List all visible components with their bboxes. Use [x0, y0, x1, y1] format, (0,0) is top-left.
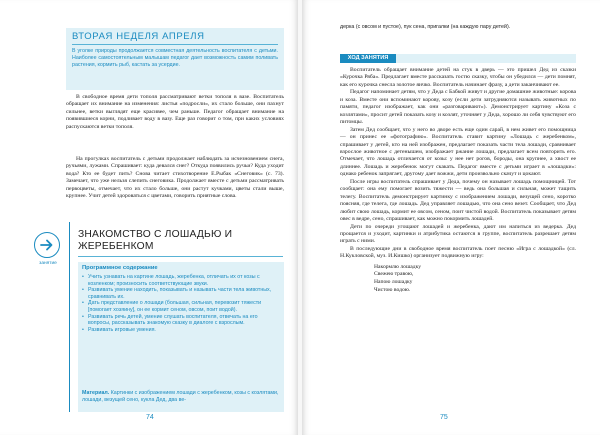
left-paragraph-1 — [66, 94, 284, 131]
material-text — [82, 390, 280, 404]
section-vertical-line — [69, 222, 70, 412]
right-body — [340, 67, 576, 294]
poem-line: Свежею травою, — [374, 271, 414, 278]
paragraph: Затем Дед сообщает, что у него во дворе есть еще один сарай, в нем живет его помощница — он принес ее «фотографию». Воспитатель ставит картину «Лошадь с жеребенком», спрашивает у детей, кто на ней изображен, предлагает показать части тела лошади, сравнивает взрослое животное с детенышем, изображает ржание лошади, предлагает всем повторить его. Отмечает, что лошадь отличается от козы: у нее нет рогов, бороды, она крупнее, а хвост ее длиннее. Лошадь и жеребенок могут скакать. Педагог вместе с детьми играет в «лошадки»: однако ребенок запрягает, другому дает вожжи, дети произвольно скачут и цокают. — [340, 126, 576, 178]
list-item: • Развивать речь детей, умение слушать воспитателя, отвечать на его вопросы, рассказывать знакомую сказку в диалоге с взрослым. — [82, 314, 280, 327]
poem — [340, 264, 576, 294]
zanyatie-label: занятие — [39, 261, 57, 266]
week-text: В уголке природы продолжается совместная деятельность воспитателя с детьми. Наиболее самостоятельным малышам педагог дает возможность самим поливать растения, кормить рыб, кастать за усердие. — [72, 48, 278, 68]
left-paragraph-2 — [66, 156, 284, 201]
paragraph: В последующие дни в свободное время воспитатель поет песню «Игра с лошадкой» (сл. Н.Кукловской, муз. И.Кишко) организует подвижную игру: — [340, 245, 576, 260]
poem-line: Чистою водою. — [374, 286, 411, 293]
page-number-left: 74 — [146, 414, 154, 421]
paragraph: Дети по очереди угощают лошадей и жеребенка, дают им напиться из ведерка. Дед прощается и уходит, картинки и атрибутика остаются в группе, воспитатель разрешает детям играть с ними. — [340, 223, 576, 245]
material-label: Материал. — [82, 390, 110, 396]
paragraph: На прогулках воспитатель с детьми продолжает наблюдать за исчезновением снега, ручьями, лужами. Спрашивает: куда девался снег? Откуда появились ручьи? Куда уходит вода? Кто ее будет пить? Снова читает стихотворение Е.Рыбак «Снеговик» (с. 73). Замечает, что уже нельзя слепить снеговика. Продолжает вместе с детьми рассматривать первоцветы, отмечает, что их стало больше, они растут кучками, цветы стали выше, крупнее. Учит детей здороваться с цветами, говорить приятные слова. — [66, 156, 284, 200]
program-content-box — [78, 262, 284, 412]
paragraph: В свободное время дети тополя рассматривают ветки тополя в вазе. Воспитатель обращает их внимание на изменения: листья «подросли», их стало больше, они пахнут сильнее, ветки выглядят еще красивее, чем раньше. Педагог обращает внимание на появившиеся корни, подливает воду в вазу. Еще раз говорит о том, при каких условиях распускаются ветки тополя. — [66, 94, 284, 130]
section-rule — [78, 256, 283, 257]
material-body: Картинки с изображением лошади с жеребенком, козы с козлятами, лошади, везущей сено, кукла Дед, два ве- — [82, 390, 279, 403]
section-title: ЗНАКОМСТВО С ЛОШАДЬЮ И ЖЕРЕБЕНКОМ — [78, 229, 233, 252]
arrow-right-icon — [34, 232, 60, 258]
list-item: • Дать представление о лошади (большая, сильная, перевозит тяжести [помогает хозяину], он ее кормит сеном, овсом, поит водой). — [82, 300, 280, 313]
lesson-course-label: ХОД ЗАНЯТИЯ — [340, 54, 396, 63]
right-page — [302, 0, 600, 435]
paragraph: После игры воспитатель спрашивает у Деда, почему он называет лошадь помощницей. Тот сообщает: она ему помогает возить тяжести — ведь она большая и сильная, может тащить телегу. Воспитатель демонстрирует картинку с изображением лошади, везущей сено, коротко поясняя, где телега, где лошадь. Дед управляет лошадью, что она сено везет. Сообщает, что Дед любит свою лошадь, кормит ее овсом, сеном, поит чистой водой. Воспитатель показывает детям овес в ведре, сено, спрашивает, как можно покормить лошадей. — [340, 178, 576, 223]
poem-line: Накормлю лошадку — [374, 263, 422, 270]
week-box — [66, 28, 284, 90]
page-number-right: 75 — [440, 414, 448, 421]
material-continuation: дерка (с овсом и пустое), пук сена, пригалки (на каждую пару детей). — [340, 24, 511, 30]
paragraph: Педагог напоминает детям, что у Деда с Бабкой живут и другие домашние животные: корова и коза. Вместе они вспоминают корову, козу (если дети затрудняются называть животных по памяти, педагог изображает, как они «разговаривают»). Демонстрирует картину «Коза с козлятами», просит детей показать козу и козлят, уточняет у Деда, хорошо ли себя чувствуют его питомцы. — [340, 89, 576, 126]
paragraph: Воспитатель обращает внимание детей на стук в дверь — это пришел Дед из сказки «Курочка Ряба». Предлагает вместе рассказать гостю сказку, чтобы он убедился — дети помнят, как его курочка снесла золотое яичко. Воспитатель начинает фразу, а дети заканчивают ее. — [340, 67, 576, 88]
program-heading: Программное содержание — [82, 265, 158, 271]
program-list — [82, 274, 280, 333]
left-page — [0, 0, 298, 435]
list-item: • Развивать игровые умения. — [82, 327, 280, 334]
lesson-course-band — [340, 54, 576, 63]
poem-line: Напою лошадку — [374, 278, 413, 285]
week-rule — [72, 44, 278, 45]
list-item: • Учить узнавать на картине лошадь, жеребенка, отличать их от козы с козленком; произносить соответствующие звуки. — [82, 274, 280, 287]
week-title: ВТОРАЯ НЕДЕЛЯ АПРЕЛЯ — [72, 31, 205, 42]
list-item: • Развивать умение находить, показывать и называть части тела животных, сравнивать их. — [82, 287, 280, 300]
